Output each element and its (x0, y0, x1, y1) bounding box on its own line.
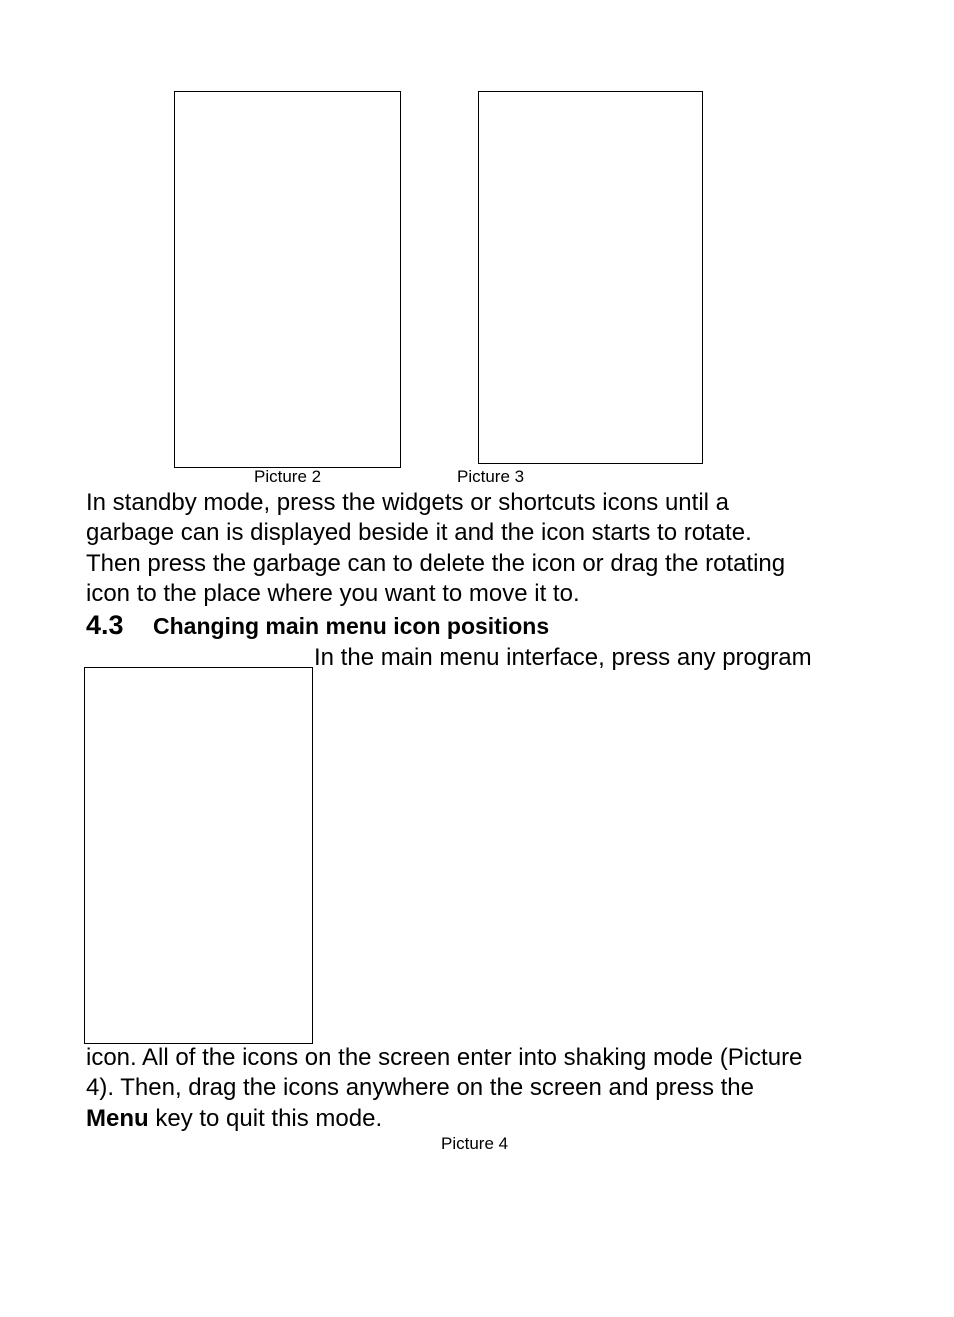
paragraph-line (86, 1104, 886, 1134)
picture-2-caption: Picture 2 (254, 467, 322, 486)
paragraph-line: garbage can is displayed beside it and the icon starts to rotate. (86, 519, 752, 547)
standby-mode-paragraph (86, 488, 876, 609)
section-number: 4.3 (86, 610, 124, 640)
paragraph-line: icon. All of the icons on the screen enter into shaking mode (Picture (86, 1044, 803, 1071)
picture-4-caption: Picture 4 (441, 1134, 509, 1153)
paragraph-line: Then press the garbage can to delete the icon or drag the rotating (86, 549, 786, 577)
section-heading (86, 610, 549, 641)
picture-4-image (84, 667, 313, 1044)
section-title: Changing main menu icon positions (153, 613, 550, 639)
menu-key-label: Menu (86, 1104, 149, 1132)
main-menu-paragraph-first-line: In the main menu interface, press any program (314, 644, 812, 671)
paragraph-line: 4). Then, drag the icons anywhere on the screen and press the (86, 1074, 754, 1102)
main-menu-paragraph (86, 1043, 886, 1134)
paragraph-line: icon to the place where you want to move it to. (86, 579, 580, 607)
paragraph-text: key to quit this mode. (148, 1104, 383, 1132)
picture-3-caption: Picture 3 (457, 467, 525, 486)
picture-2-image (174, 91, 401, 468)
picture-3-image (478, 91, 703, 464)
paragraph-line: In standby mode, press the widgets or shortcuts icons until a (86, 489, 729, 516)
